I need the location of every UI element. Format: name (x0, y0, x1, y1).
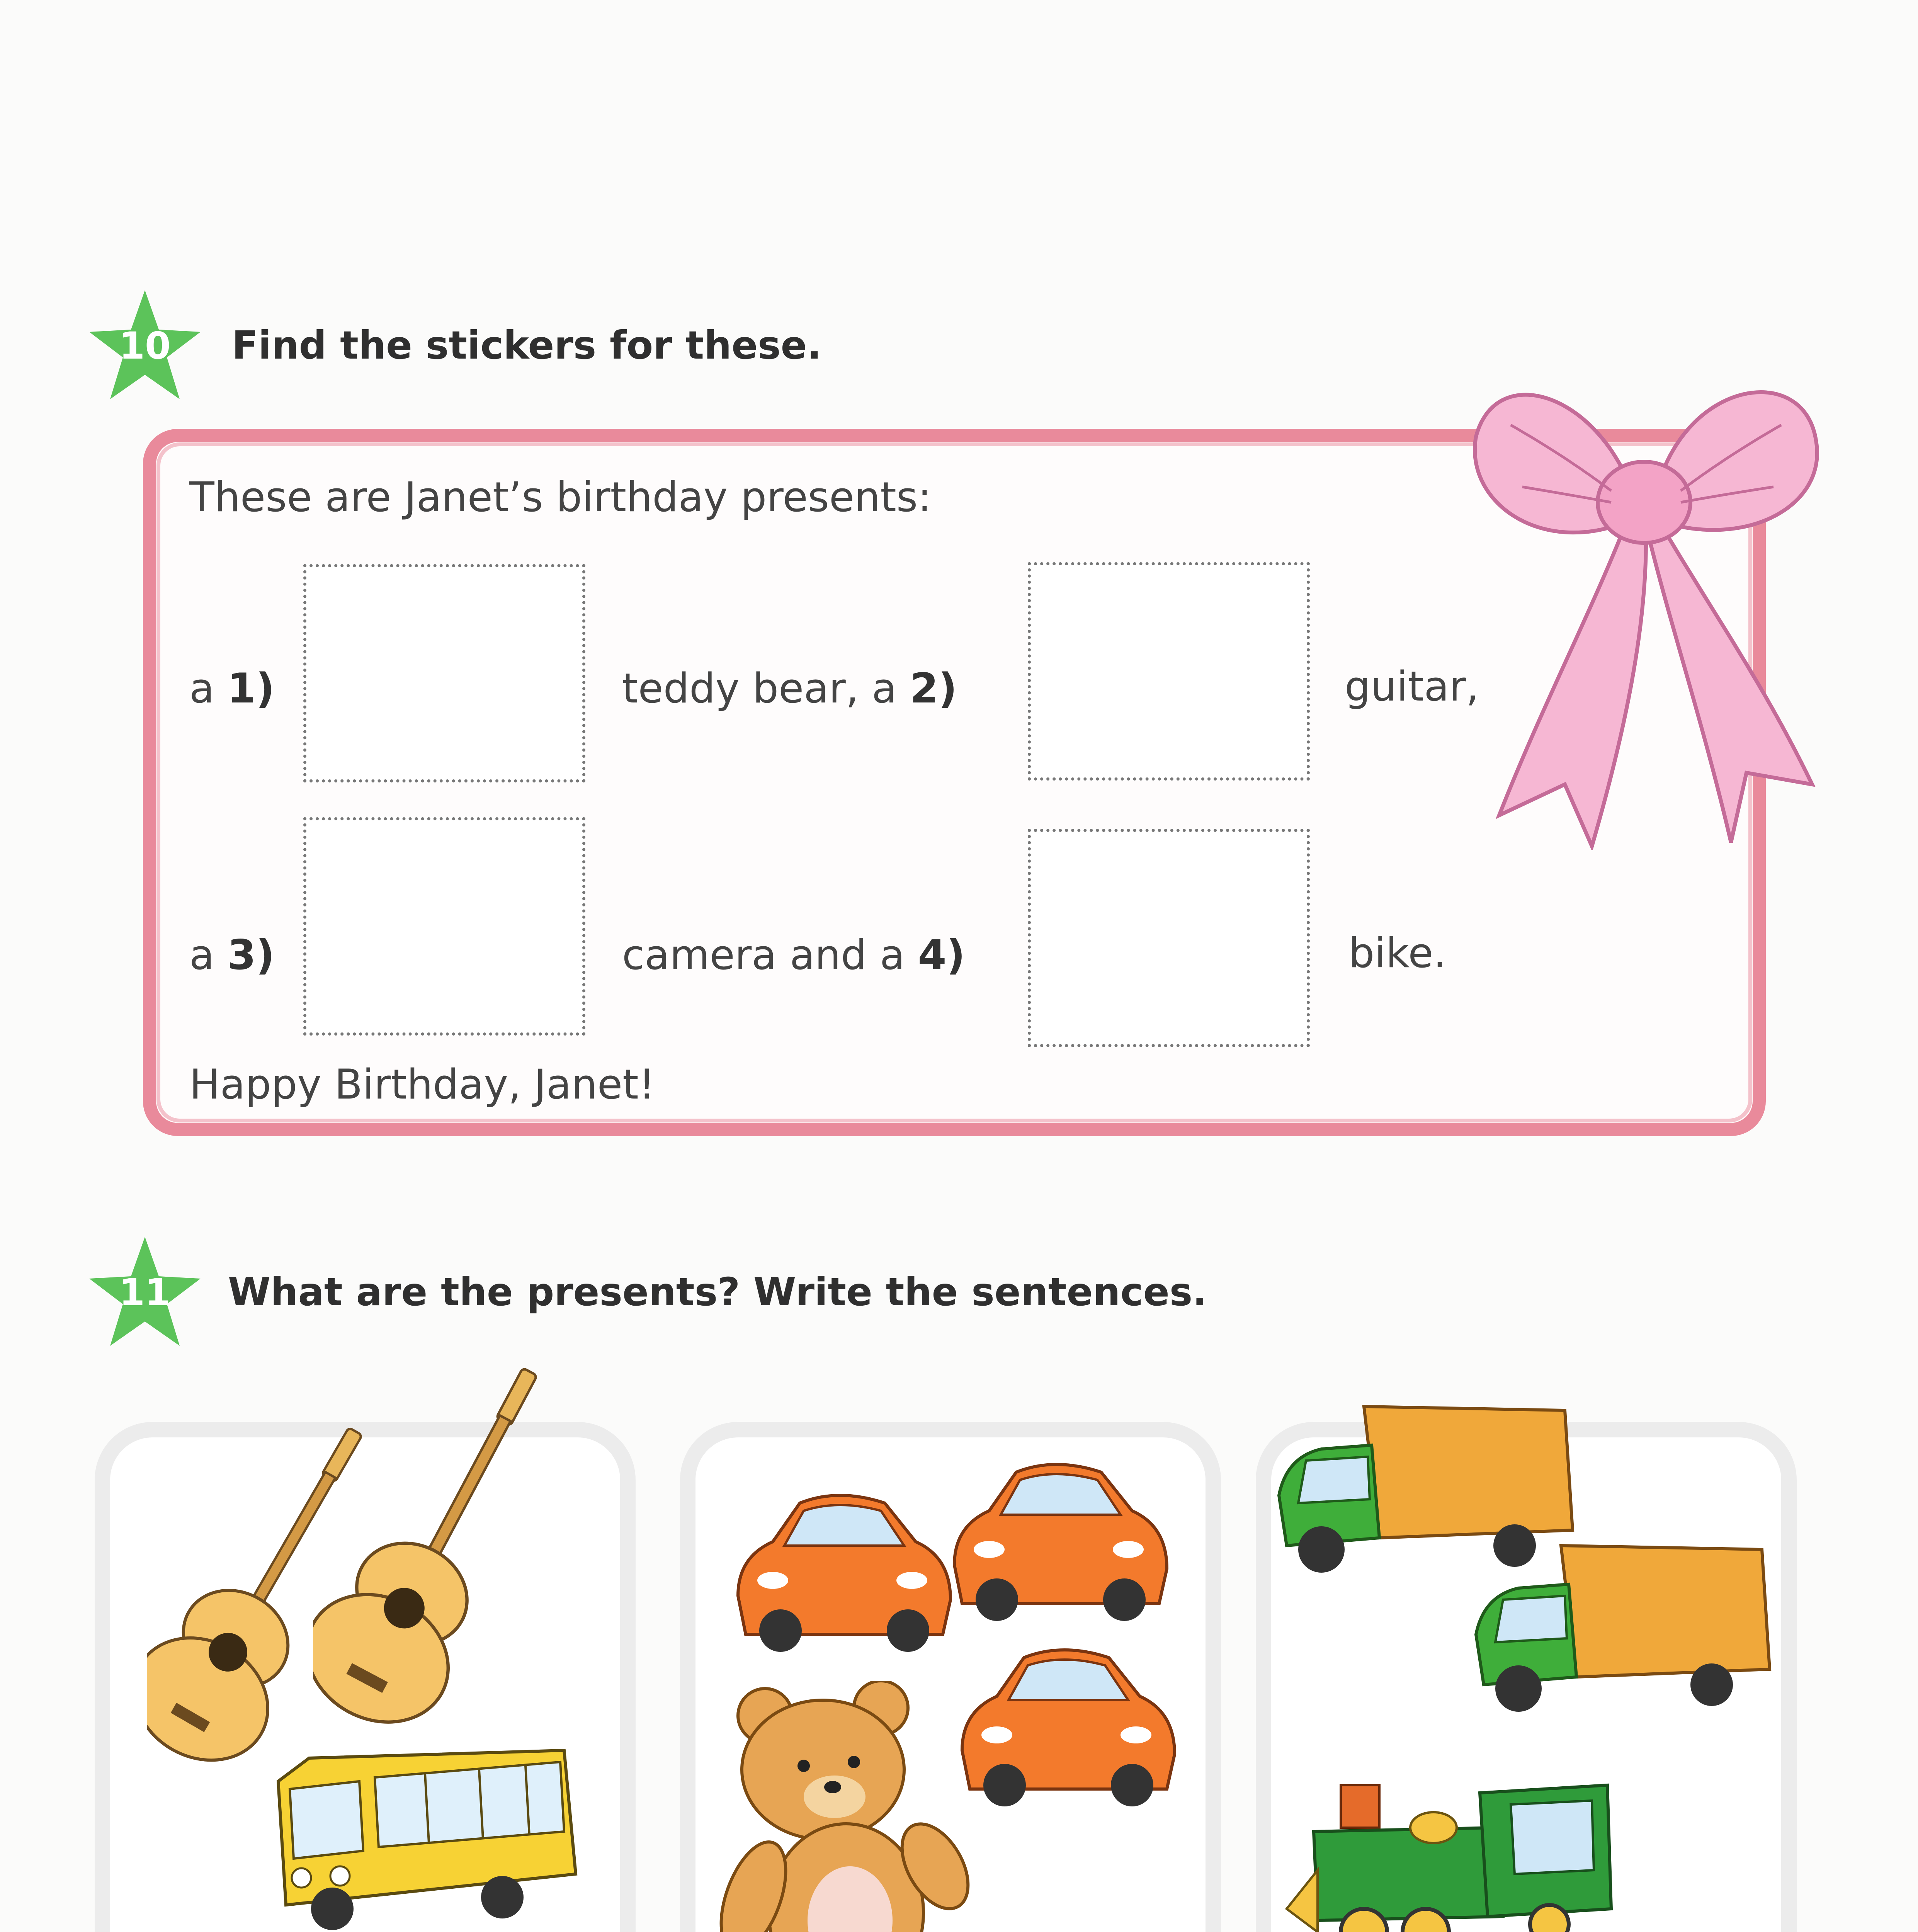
sticker-box-1[interactable] (303, 564, 585, 782)
sticker-box-3[interactable] (303, 817, 585, 1036)
item-3-label: a 3) (189, 931, 275, 979)
item-4-label: camera and a 4) (622, 931, 965, 979)
item-1-label: a 1) (189, 665, 275, 712)
sticker-box-2[interactable] (1028, 562, 1310, 781)
ribbon-bow-icon (1464, 340, 1831, 850)
exercise-number: 11 (119, 1271, 171, 1314)
item-bike-text: bike. (1348, 929, 1447, 977)
guitar-icon (313, 1341, 564, 1747)
exercise-instruction: What are the presents? Write the sentences. (228, 1269, 1207, 1315)
car-icon (947, 1634, 1186, 1812)
train-icon (1279, 1770, 1627, 1932)
teddy-bear-icon (719, 1681, 974, 1932)
car-icon (939, 1449, 1178, 1627)
sticker-box-4[interactable] (1028, 829, 1310, 1047)
exercise-instruction: Find the stickers for these. (232, 323, 822, 368)
bus-icon (263, 1735, 591, 1932)
exercise-number: 10 (119, 324, 171, 367)
presents-intro: These are Janet’s birthday presents: (189, 473, 932, 521)
car-icon (723, 1480, 962, 1658)
item-2-label: teddy bear, a 2) (622, 665, 957, 712)
closing-text: Happy Birthday, Janet! (189, 1061, 655, 1108)
item-guitar-text: guitar, (1345, 663, 1479, 710)
truck-icon (1461, 1538, 1785, 1723)
